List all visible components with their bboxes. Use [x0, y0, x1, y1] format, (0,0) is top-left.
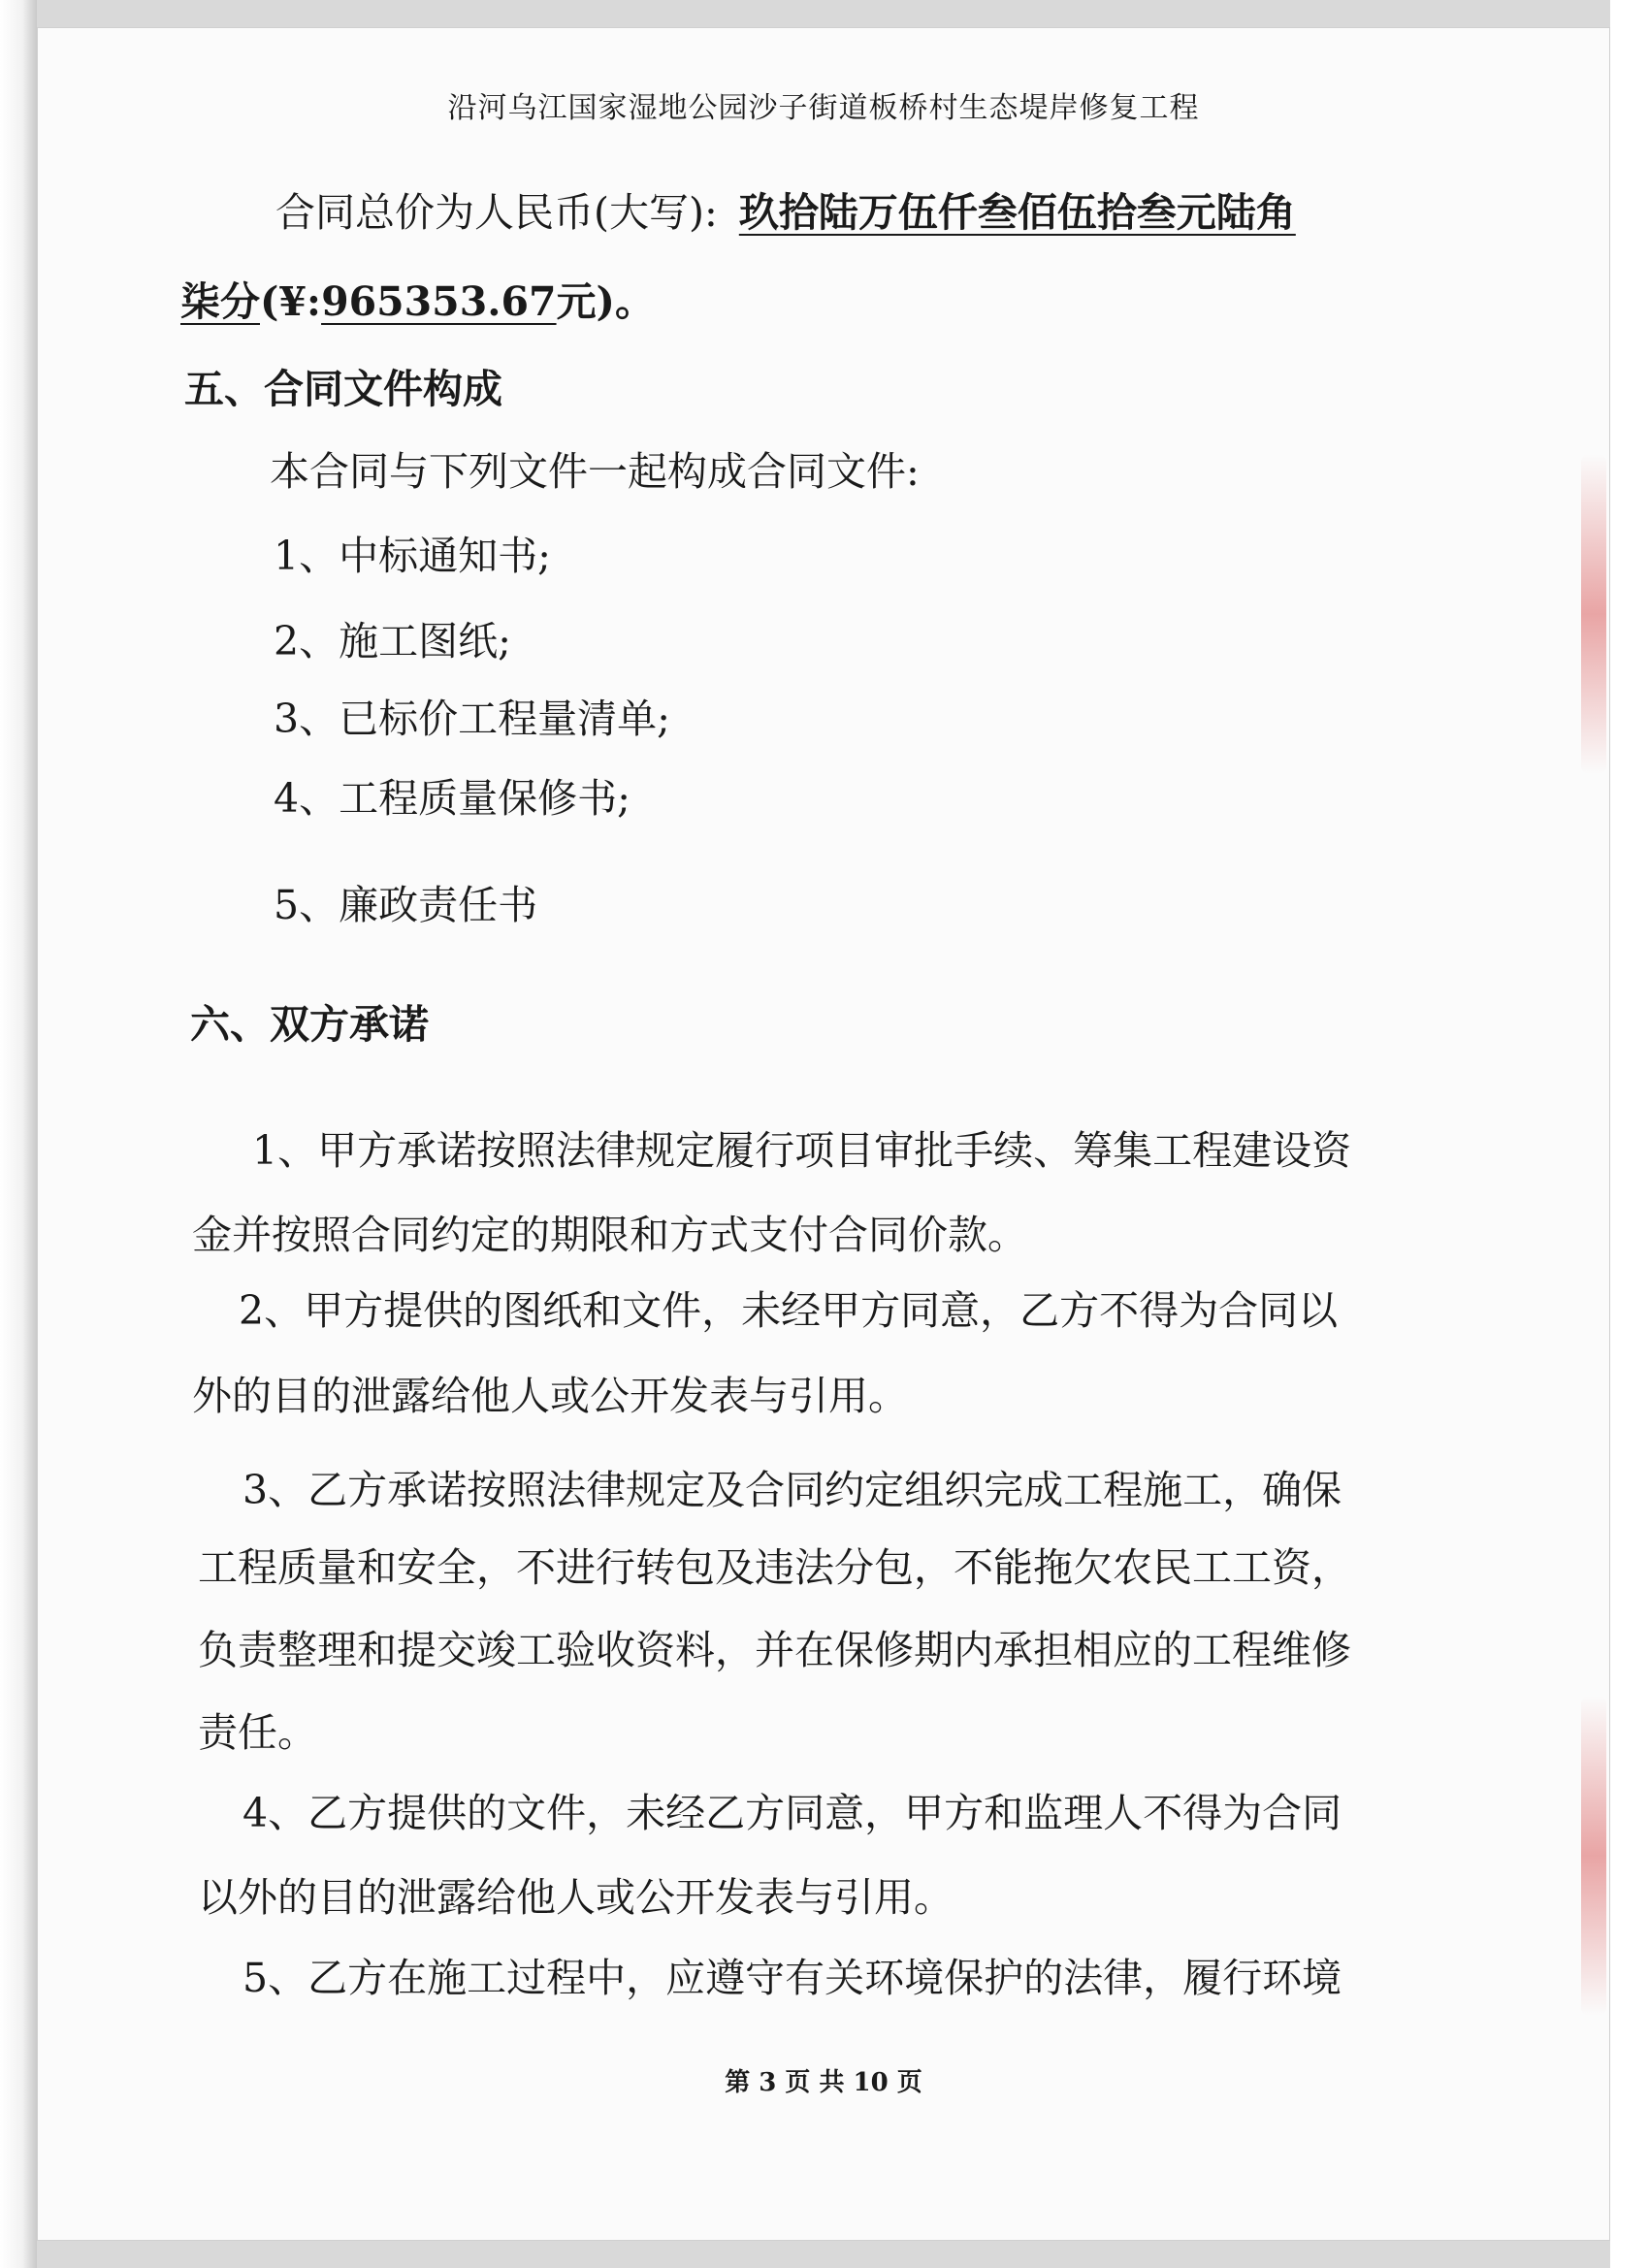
paragraph-line: 以外的目的泄露给他人或公开发表与引用。 [198, 1874, 954, 1921]
page-header: 沿河乌江国家湿地公园沙子街道板桥村生态堤岸修复工程 [447, 91, 1200, 125]
list-item: 1、中标通知书; [274, 533, 551, 579]
section-6-title: 六、双方承诺 [190, 1001, 429, 1048]
paragraph-line: 外的目的泄露给他人或公开发表与引用。 [192, 1373, 908, 1419]
price-prefix: 合同总价为人民币(大写): [275, 189, 718, 236]
section-5-title: 五、合同文件构成 [184, 366, 502, 412]
paragraph-line: 2、甲方提供的图纸和文件，未经甲方同意，乙方不得为合同以 [239, 1287, 1339, 1334]
paragraph-line: 负责整理和提交竣工验收资料，并在保修期内承担相应的工程维修 [198, 1627, 1351, 1673]
list-item: 2、施工图纸; [274, 618, 511, 664]
seal-stamp-edge [1581, 454, 1606, 774]
seal-stamp-edge [1581, 1696, 1606, 2016]
paragraph-line: 3、乙方承诺按照法律规定及合同约定组织完成工程施工，确保 [242, 1467, 1342, 1513]
paragraph-line: 责任。 [198, 1709, 317, 1756]
price-amount-words: 玖拾陆万伍仟叁佰伍拾叁元陆角 [738, 189, 1296, 236]
list-item: 3、已标价工程量清单; [274, 696, 670, 742]
price-paren-open: (¥: [260, 278, 322, 325]
scan-edge-left [0, 0, 37, 2268]
section-5-intro: 本合同与下列文件一起构成合同文件: [270, 448, 920, 495]
page-number: 第 3 页 共 10 页 [725, 2068, 922, 2097]
price-line-2 [180, 270, 655, 327]
price-line-1 [275, 180, 1296, 238]
price-amount-words-cont: 柒分 [180, 278, 260, 325]
paragraph-line: 4、乙方提供的文件，未经乙方同意，甲方和监理人不得为合同 [242, 1790, 1342, 1836]
list-item: 4、工程质量保修书; [274, 775, 630, 822]
scan-edge-right [1610, 0, 1649, 2268]
document-page [37, 27, 1610, 2241]
paragraph-line: 5、乙方在施工过程中，应遵守有关环境保护的法律，履行环境 [242, 1955, 1342, 2001]
list-item: 5、廉政责任书 [274, 882, 538, 928]
paragraph-line: 金并按照合同约定的期限和方式支付合同价款。 [192, 1212, 1027, 1258]
paragraph-line: 1、甲方承诺按照法律规定履行项目审批手续、筹集工程建设资 [252, 1127, 1352, 1174]
price-amount-number: 965353.67 [321, 278, 557, 325]
price-suffix: 元)。 [556, 278, 655, 325]
paragraph-line: 工程质量和安全，不进行转包及违法分包，不能拖欠农民工工资， [198, 1544, 1351, 1591]
